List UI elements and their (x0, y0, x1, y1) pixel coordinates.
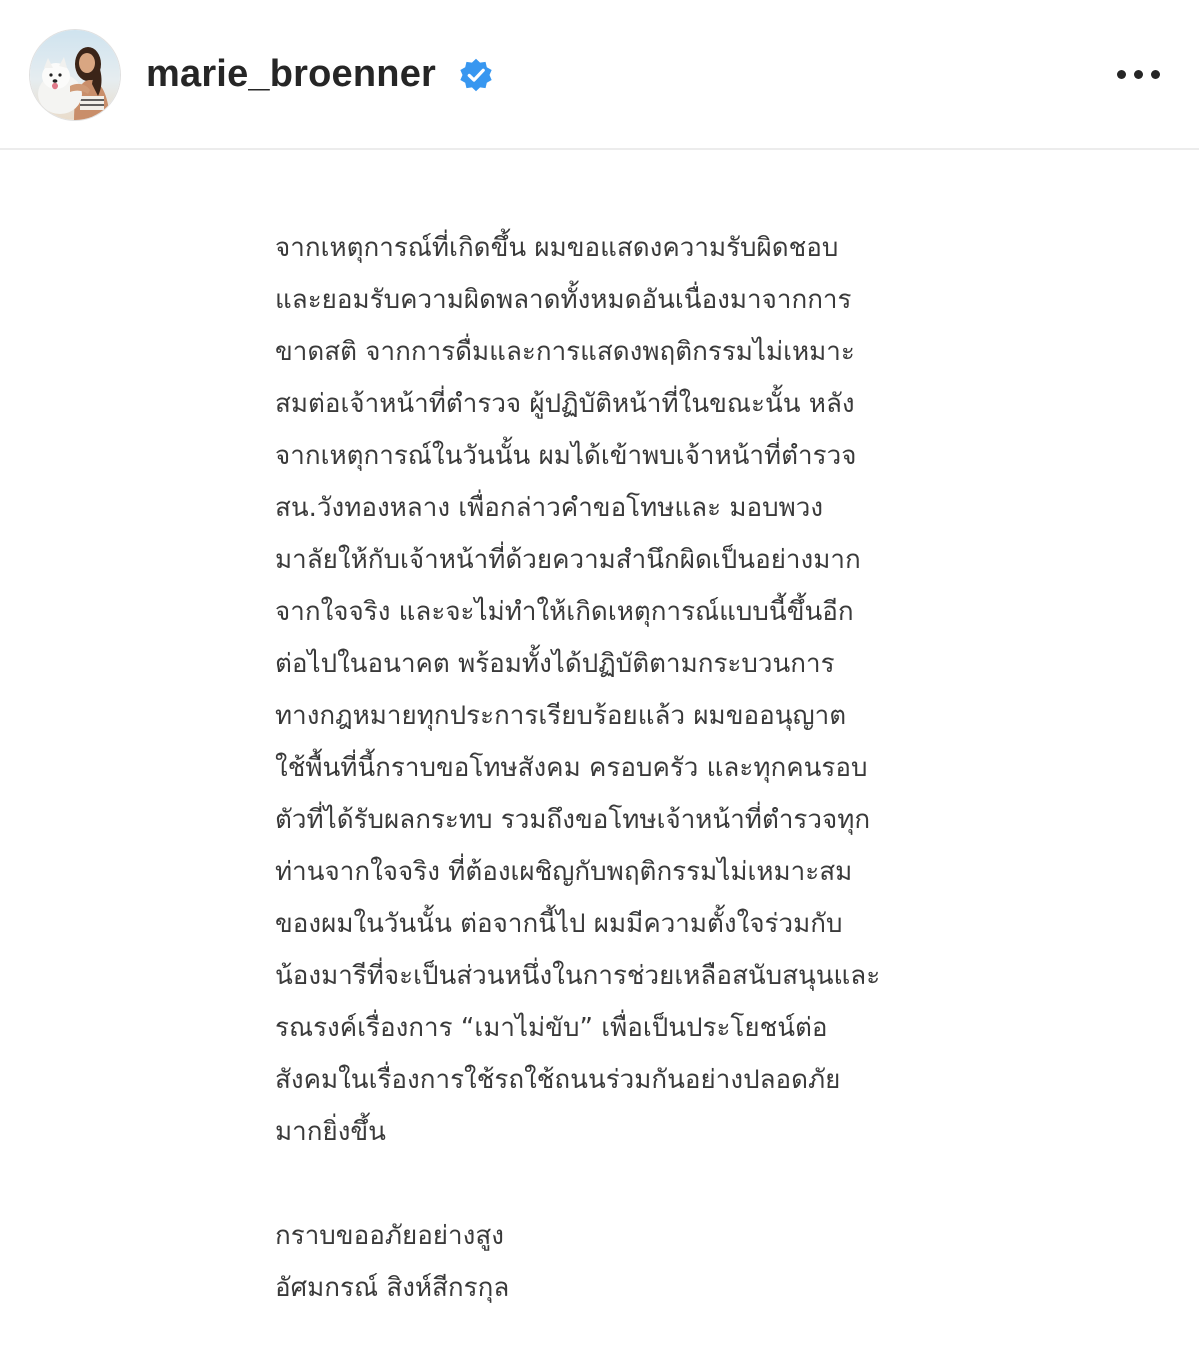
statement-line: ขาดสติ จากการดื่มและการแสดงพฤติกรรมไม่เหมาะ (275, 337, 855, 367)
post-image (0, 150, 1199, 1365)
signature-name: อัศมกรณ์ สิงห์สีกรกุล (275, 1273, 510, 1303)
verified-badge-icon (458, 57, 494, 93)
statement-line: และยอมรับความผิดพลาดทั้งหมดอันเนื่องมาจากการ (275, 285, 852, 315)
statement-line: ใช้พื้นที่นี้กราบขอโทษสังคม ครอบครัว และทุกคนรอบ (275, 753, 868, 783)
more-dot (1134, 70, 1143, 79)
more-options-icon[interactable] (1108, 56, 1168, 92)
apology-statement (275, 222, 975, 1158)
statement-line: ต่อไปในอนาคต พร้อมทั้งได้ปฏิบัติตามกระบวนการ (275, 649, 835, 679)
statement-line: จากใจจริง และจะไม่ทำให้เกิดเหตุการณ์แบบนี้ขึ้นอีก (275, 597, 854, 627)
statement-line: รณรงค์เรื่องการ “เมาไม่ขับ” เพื่อเป็นประโยชน์ต่อ (275, 1013, 828, 1043)
more-dot (1117, 70, 1126, 79)
statement-line: น้องมารีที่จะเป็นส่วนหนึ่งในการช่วยเหลือสนับสนุนและ (275, 961, 881, 991)
avatar[interactable] (30, 30, 120, 120)
statement-line: ตัวที่ได้รับผลกระทบ รวมถึงขอโทษเจ้าหน้าที่ตำรวจทุก (275, 805, 871, 835)
statement-line: จากเหตุการณ์ในวันนั้น ผมได้เข้าพบเจ้าหน้าที่ตำรวจ (275, 441, 857, 471)
username[interactable]: marie_broenner (146, 53, 437, 95)
statement-line: ทางกฎหมายทุกประการเรียบร้อยแล้ว ผมขออนุญาต (275, 701, 847, 731)
statement-line: ของผมในวันนั้น ต่อจากนี้ไป ผมมีความตั้งใจร่วมกับ (275, 909, 843, 939)
post-header (0, 0, 1199, 150)
statement-line: มากยิ่งขึ้น (275, 1117, 386, 1147)
statement-line: ท่านจากใจจริง ที่ต้องเผชิญกับพฤติกรรมไม่เหมาะสม (275, 857, 853, 887)
statement-line: มาลัยให้กับเจ้าหน้าที่ด้วยความสำนึกผิดเป็นอย่างมาก (275, 545, 861, 575)
signoff (275, 1210, 509, 1314)
statement-line: สมต่อเจ้าหน้าที่ตำรวจ ผู้ปฏิบัติหน้าที่ในขณะนั้น หลัง (275, 389, 855, 419)
statement-line: สังคมในเรื่องการใช้รถใช้ถนนร่วมกันอย่างปลอดภัย (275, 1065, 841, 1095)
more-dot (1151, 70, 1160, 79)
closing-line: กราบขออภัยอย่างสูง (275, 1221, 504, 1251)
avatar-photo (30, 30, 120, 120)
statement-line: จากเหตุการณ์ที่เกิดขึ้น ผมขอแสดงความรับผิดชอบ (275, 233, 839, 263)
statement-line: สน.วังทองหลาง เพื่อกล่าวคำขอโทษและ มอบพวง (275, 493, 824, 523)
